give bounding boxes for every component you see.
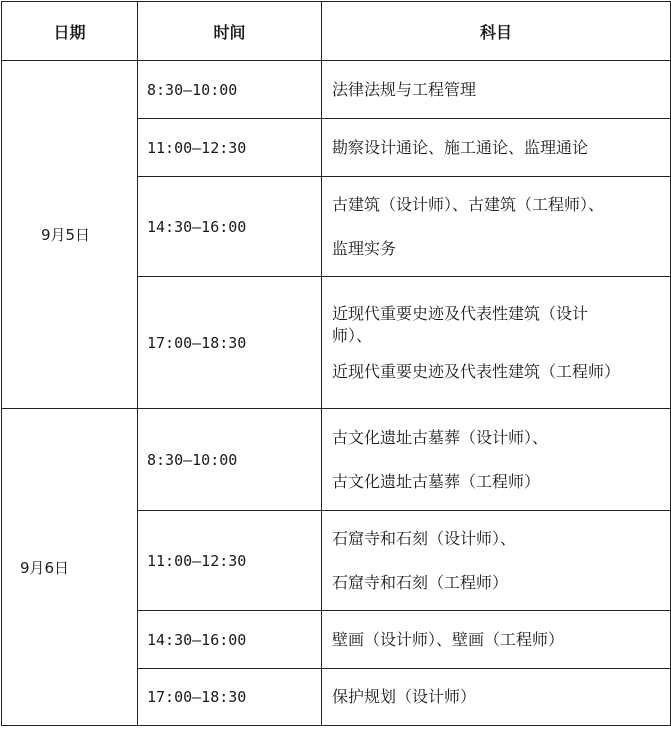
- time-cell: 8:30—10:00: [138, 61, 322, 119]
- header-subject: 科目: [322, 2, 671, 61]
- subject-cell: [322, 61, 671, 119]
- subject-cell: [322, 669, 671, 726]
- time-cell: 14:30—16:00: [138, 611, 322, 669]
- subject-line: 石窟寺和石刻（工程师）: [332, 572, 509, 592]
- table-row: [2, 61, 671, 119]
- date-label: 9月5日: [40, 226, 91, 244]
- subject-line: 古建筑（设计师）、古建筑（工程师）、: [332, 194, 605, 214]
- subject-cell: [322, 409, 671, 511]
- subject-cell: [322, 511, 671, 611]
- subject-line: 勘察设计通论、施工通论、监理通论: [332, 137, 589, 157]
- subject-line: 近现代重要史迹及代表性建筑（设计: [332, 303, 589, 323]
- time-cell: 11:00—12:30: [138, 511, 322, 611]
- subject-line: 法律法规与工程管理: [332, 79, 477, 99]
- time-cell: 14:30—16:00: [138, 177, 322, 277]
- subject-line: 师）、: [332, 325, 373, 345]
- subject-line: 壁画（设计师）、壁画（工程师）: [332, 629, 565, 649]
- time-cell: 8:30—10:00: [138, 409, 322, 511]
- subject-cell: [322, 177, 671, 277]
- subject-line: 古文化遗址古墓葬（设计师）、: [332, 427, 549, 447]
- subject-line: 近现代重要史迹及代表性建筑（工程师）: [332, 361, 621, 381]
- date-cell: [2, 61, 138, 409]
- subject-cell: [322, 611, 671, 669]
- header-date: 日期: [2, 2, 138, 61]
- time-cell: 17:00—18:30: [138, 669, 322, 726]
- time-cell: 17:00—18:30: [138, 277, 322, 409]
- header-time: 时间: [138, 2, 322, 61]
- subject-cell: [322, 277, 671, 409]
- date-label: 9月6日: [19, 558, 70, 577]
- subject-line: 古文化遗址古墓葬（工程师）: [332, 471, 541, 491]
- exam-schedule-table: [1, 1, 671, 726]
- subject-line: 石窟寺和石刻（设计师）、: [332, 528, 517, 548]
- header-row: [2, 2, 671, 61]
- time-cell: 11:00—12:30: [138, 119, 322, 177]
- subject-cell: [322, 119, 671, 177]
- subject-line: 监理实务: [332, 238, 397, 258]
- subject-line: 保护规划（设计师）: [332, 687, 477, 706]
- date-cell: [2, 409, 138, 726]
- table-row: [2, 409, 671, 511]
